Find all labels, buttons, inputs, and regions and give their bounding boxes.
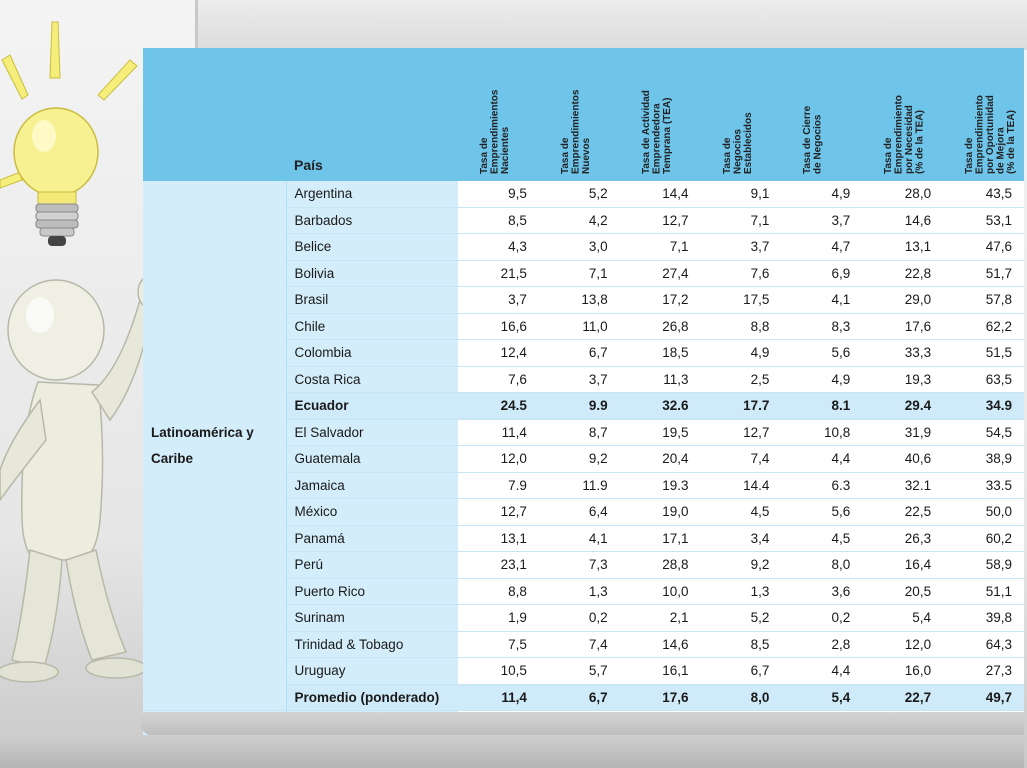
value-cell: 57,8 (943, 287, 1024, 314)
value-cell: 13,1 (458, 525, 539, 552)
value-cell: 0,2 (539, 605, 620, 632)
value-cell: 7,4 (701, 446, 782, 473)
value-cell: 7.9 (458, 472, 539, 499)
value-cell: 3,0 (539, 234, 620, 261)
region-label: Latinoamérica y Caribe (143, 181, 286, 711)
header-tea: Tasa de Actividad Emprendedora Temprana (TEA) (620, 48, 701, 181)
value-cell: 8,0 (781, 552, 862, 579)
value-cell: 14,4 (620, 181, 701, 207)
value-cell: 7,3 (539, 552, 620, 579)
country-cell: Perú (286, 552, 458, 579)
value-cell: 11,3 (620, 366, 701, 393)
value-cell: 49,7 (943, 684, 1024, 711)
value-cell: 7,1 (539, 260, 620, 287)
country-cell: Costa Rica (286, 366, 458, 393)
value-cell: 8.1 (781, 393, 862, 420)
value-cell: 63,5 (943, 366, 1024, 393)
value-cell: 10,5 (458, 658, 539, 685)
value-cell: 9,1 (701, 181, 782, 207)
value-cell: 16,4 (862, 552, 943, 579)
value-cell: 4,9 (781, 366, 862, 393)
value-cell: 34.9 (943, 393, 1024, 420)
value-cell: 18,5 (620, 340, 701, 367)
value-cell: 19,0 (620, 499, 701, 526)
country-cell: Brasil (286, 287, 458, 314)
value-cell: 5,6 (781, 340, 862, 367)
value-cell: 4,4 (781, 658, 862, 685)
value-cell: 5,4 (862, 605, 943, 632)
value-cell: 4,5 (781, 525, 862, 552)
value-cell: 24.5 (458, 393, 539, 420)
value-cell: 6,9 (781, 260, 862, 287)
value-cell: 47,6 (943, 234, 1024, 261)
value-cell: 7,6 (458, 366, 539, 393)
value-cell: 16,1 (620, 658, 701, 685)
value-cell: 51,1 (943, 578, 1024, 605)
value-cell: 6,7 (539, 340, 620, 367)
slide-floor (0, 735, 1024, 768)
country-cell: Colombia (286, 340, 458, 367)
header-pais: País (286, 48, 458, 181)
value-cell: 6.3 (781, 472, 862, 499)
table-header-row (143, 48, 1024, 181)
country-cell: Surinam (286, 605, 458, 632)
value-cell: 8,8 (458, 578, 539, 605)
value-cell: 2,8 (781, 631, 862, 658)
country-cell: México (286, 499, 458, 526)
slide-top-panel (195, 0, 1027, 50)
value-cell: 8,7 (539, 419, 620, 446)
value-cell: 5,4 (781, 684, 862, 711)
country-cell: Argentina (286, 181, 458, 207)
value-cell: 8,3 (781, 313, 862, 340)
country-cell: Ecuador (286, 393, 458, 420)
value-cell: 8,0 (701, 684, 782, 711)
country-cell: Panamá (286, 525, 458, 552)
value-cell: 9,2 (539, 446, 620, 473)
value-cell: 8,8 (701, 313, 782, 340)
lightbulb-icon (0, 22, 137, 246)
value-cell: 5,2 (539, 181, 620, 207)
value-cell: 14,6 (620, 631, 701, 658)
value-cell: 20,5 (862, 578, 943, 605)
country-cell: Barbados (286, 207, 458, 234)
value-cell: 31,9 (862, 419, 943, 446)
entrepreneurship-table-panel (143, 48, 1024, 712)
value-cell: 17,6 (620, 684, 701, 711)
value-cell: 39,8 (943, 605, 1024, 632)
value-cell: 2,1 (620, 605, 701, 632)
value-cell: 11,4 (458, 419, 539, 446)
header-necesidad: Tasa de Emprendimiento por Necesidad (% de la TEA) (862, 48, 943, 181)
value-cell: 29,0 (862, 287, 943, 314)
value-cell: 12,0 (458, 446, 539, 473)
header-region (143, 48, 286, 181)
value-cell: 12,7 (701, 419, 782, 446)
country-cell: El Salvador (286, 419, 458, 446)
value-cell: 32.6 (620, 393, 701, 420)
value-cell: 33,3 (862, 340, 943, 367)
header-oportunidad: Tasa de Emprendimiento por Oportunidad de Mejora (% de la TEA) (943, 48, 1024, 181)
value-cell: 11,0 (539, 313, 620, 340)
value-cell: 4,5 (701, 499, 782, 526)
value-cell: 40,6 (862, 446, 943, 473)
value-cell: 9,5 (458, 181, 539, 207)
value-cell: 19.3 (620, 472, 701, 499)
value-cell: 51,7 (943, 260, 1024, 287)
tea-rates-table (143, 48, 1024, 738)
value-cell: 22,5 (862, 499, 943, 526)
value-cell: 12,0 (862, 631, 943, 658)
value-cell: 1,3 (701, 578, 782, 605)
value-cell: 64,3 (943, 631, 1024, 658)
value-cell: 8,5 (458, 207, 539, 234)
value-cell: 14,6 (862, 207, 943, 234)
country-cell: Trinidad & Tobago (286, 631, 458, 658)
value-cell: 50,0 (943, 499, 1024, 526)
value-cell: 4,9 (701, 340, 782, 367)
value-cell: 4,9 (781, 181, 862, 207)
value-cell: 13,8 (539, 287, 620, 314)
value-cell: 27,3 (943, 658, 1024, 685)
value-cell: 8,5 (701, 631, 782, 658)
value-cell: 5,7 (539, 658, 620, 685)
value-cell: 7,5 (458, 631, 539, 658)
value-cell: 32.1 (862, 472, 943, 499)
value-cell: 16,0 (862, 658, 943, 685)
value-cell: 3,7 (539, 366, 620, 393)
value-cell: 19,5 (620, 419, 701, 446)
value-cell: 1,9 (458, 605, 539, 632)
header-cierre: Tasa de Cierre de Negocios (781, 48, 862, 181)
value-cell: 1,3 (539, 578, 620, 605)
value-cell: 7,1 (701, 207, 782, 234)
value-cell: 3,7 (781, 207, 862, 234)
value-cell: 7,6 (701, 260, 782, 287)
value-cell: 11.9 (539, 472, 620, 499)
slide-frame-bottom (140, 712, 1024, 736)
value-cell: 10,0 (620, 578, 701, 605)
value-cell: 6,7 (539, 684, 620, 711)
value-cell: 5,2 (701, 605, 782, 632)
value-cell: 26,8 (620, 313, 701, 340)
value-cell: 17,6 (862, 313, 943, 340)
value-cell: 4,7 (781, 234, 862, 261)
value-cell: 12,7 (458, 499, 539, 526)
value-cell: 23,1 (458, 552, 539, 579)
value-cell: 3,4 (701, 525, 782, 552)
stick-figure-icon (0, 276, 162, 682)
value-cell: 7,1 (620, 234, 701, 261)
value-cell: 4,4 (781, 446, 862, 473)
value-cell: 4,2 (539, 207, 620, 234)
value-cell: 9.9 (539, 393, 620, 420)
country-cell: Puerto Rico (286, 578, 458, 605)
value-cell: 6,4 (539, 499, 620, 526)
value-cell: 12,4 (458, 340, 539, 367)
value-cell: 5,6 (781, 499, 862, 526)
value-cell: 17,1 (620, 525, 701, 552)
value-cell: 0,2 (781, 605, 862, 632)
value-cell: 9,2 (701, 552, 782, 579)
value-cell: 54,5 (943, 419, 1024, 446)
value-cell: 60,2 (943, 525, 1024, 552)
value-cell: 16,6 (458, 313, 539, 340)
value-cell: 28,0 (862, 181, 943, 207)
value-cell: 26,3 (862, 525, 943, 552)
value-cell: 7,4 (539, 631, 620, 658)
value-cell: 3,7 (458, 287, 539, 314)
value-cell: 10,8 (781, 419, 862, 446)
value-cell: 3,7 (701, 234, 782, 261)
value-cell: 17,5 (701, 287, 782, 314)
value-cell: 27,4 (620, 260, 701, 287)
value-cell: 4,3 (458, 234, 539, 261)
country-cell: Jamaica (286, 472, 458, 499)
value-cell: 19,3 (862, 366, 943, 393)
header-establecidos: Tasa de Negocios Establecidos (701, 48, 782, 181)
value-cell: 38,9 (943, 446, 1024, 473)
value-cell: 29.4 (862, 393, 943, 420)
country-cell: Promedio (ponderado) (286, 684, 458, 711)
value-cell: 62,2 (943, 313, 1024, 340)
value-cell: 21,5 (458, 260, 539, 287)
value-cell: 33.5 (943, 472, 1024, 499)
value-cell: 6,7 (701, 658, 782, 685)
value-cell: 2,5 (701, 366, 782, 393)
value-cell: 4,1 (539, 525, 620, 552)
value-cell: 17.7 (701, 393, 782, 420)
header-nuevos: Tasa de Emprendimientos Nuevos (539, 48, 620, 181)
value-cell: 12,7 (620, 207, 701, 234)
value-cell: 3,6 (781, 578, 862, 605)
header-nacientes: Tasa de Emprendimientos Nacientes (458, 48, 539, 181)
value-cell: 58,9 (943, 552, 1024, 579)
value-cell: 17,2 (620, 287, 701, 314)
value-cell: 11,4 (458, 684, 539, 711)
value-cell: 14.4 (701, 472, 782, 499)
value-cell: 53,1 (943, 207, 1024, 234)
country-cell: Chile (286, 313, 458, 340)
value-cell: 20,4 (620, 446, 701, 473)
value-cell: 4,1 (781, 287, 862, 314)
value-cell: 43,5 (943, 181, 1024, 207)
country-cell: Belice (286, 234, 458, 261)
table-row (143, 181, 1024, 207)
value-cell: 13,1 (862, 234, 943, 261)
country-cell: Bolivia (286, 260, 458, 287)
country-cell: Guatemala (286, 446, 458, 473)
country-cell: Uruguay (286, 658, 458, 685)
value-cell: 51,5 (943, 340, 1024, 367)
value-cell: 22,8 (862, 260, 943, 287)
value-cell: 28,8 (620, 552, 701, 579)
value-cell: 22,7 (862, 684, 943, 711)
